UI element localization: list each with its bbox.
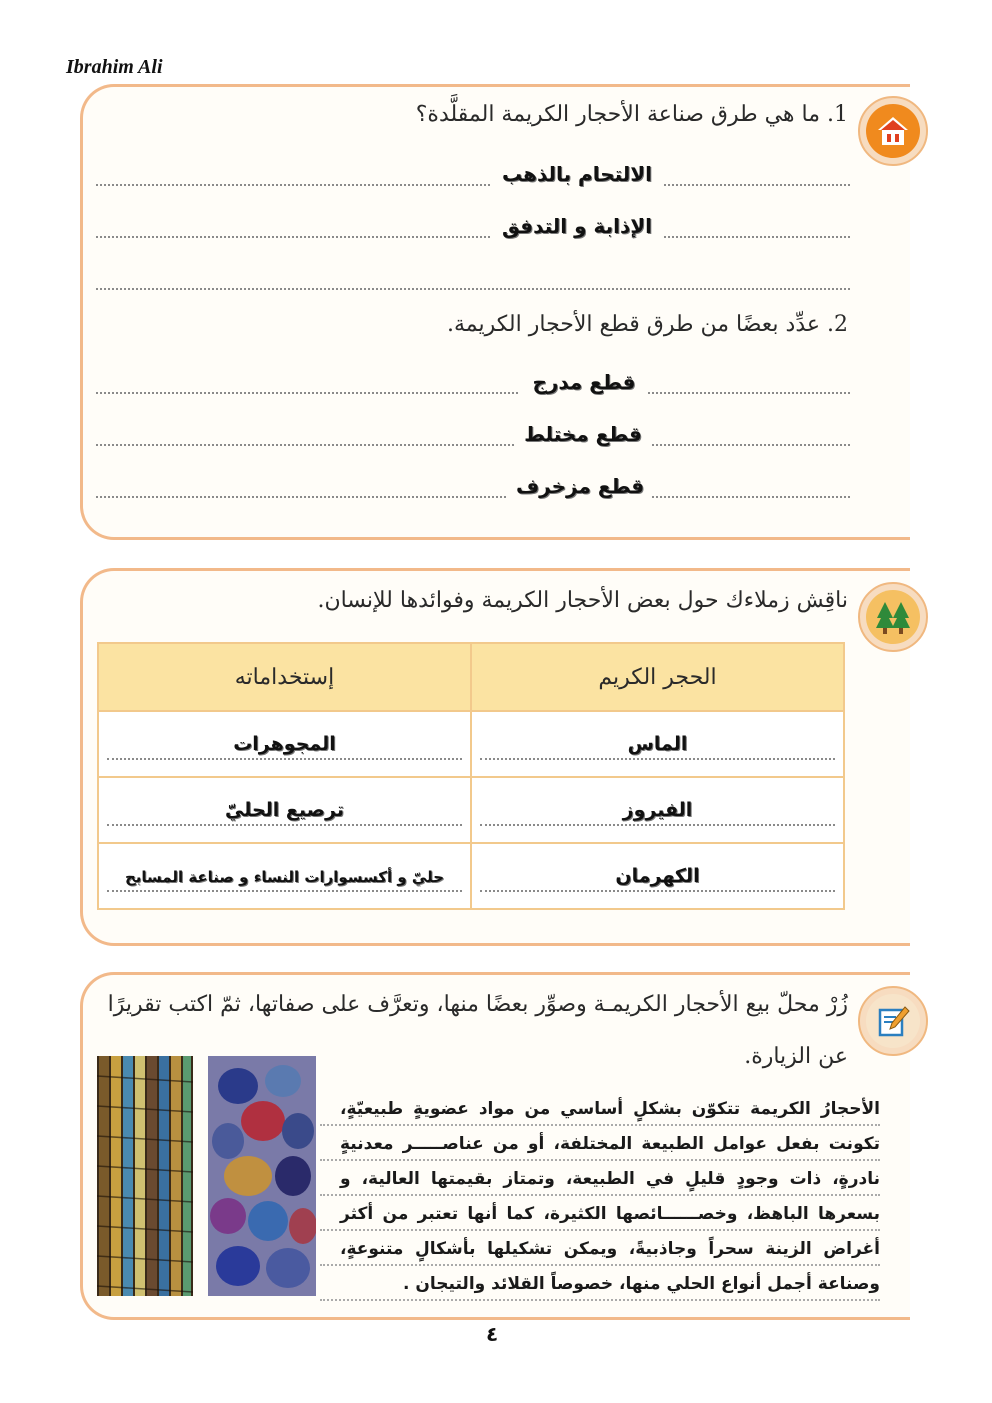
pencil-paper-icon [875,1003,911,1039]
group-activity-badge [858,582,928,652]
author-name: Ibrahim Ali [66,56,163,78]
answer-line [96,184,850,186]
discussion-prompt: ناقِش زملاءك حول بعض الأحجار الكريمة وفوائدها للإنسان. [317,588,848,613]
answer-1b: الإذابة و التدفق [490,214,664,238]
question-1: 1. ما هي طرق صناعة الأحجار الكريمة المقلَّدة؟ [415,102,848,127]
answer-2b: قطع مختلط [514,422,652,446]
home-activity-badge [858,96,928,166]
answer-1a: الالتحام بالذهب [490,162,664,186]
stones-table [97,642,845,910]
uses-cell: حليّ و أكسسوارات النساء و صناعة المسابح [98,843,471,909]
house-icon [875,113,911,149]
page-number: ٤ [486,1322,499,1346]
answer-line [96,496,850,498]
answer-2a: قطع مدرج [520,370,648,394]
report-prompt-line2: عن الزيارة. [744,1044,848,1069]
answer-line [96,236,850,238]
table-row [98,843,844,909]
uses-cell: المجوهرات [98,711,471,777]
answer-line [96,444,850,446]
table-row [98,777,844,843]
gemstones-photo [208,1056,316,1296]
trees-icon [874,598,912,636]
uses-cell: ترصيع الحليّ [98,777,471,843]
header-stone: الحجر الكريم [471,643,844,711]
answer-line [96,392,850,394]
report-text: الأحجارُ الكريمة تتكوّن بشكلٍ أساسي من مواد عضويةٍ طبيعيّةٍ، تكونت بفعل عوامل الطبيعة المختلفة، أو من عناصـــــر معدنيةٍ نادرةٍ، ذات وجودٍ قليلٍ في الطبيعة، وتمتاز بقيمتها العالية، و بسعرها الباهظ، وخصــــــائصها الكثيرة، كما أنها تعتبر من أكثر أغراض الزينة سحراً وجاذبيةً، ويمكن تشكيلها بأشكالٍ متنوعةٍ، وصناعة أجمل أنواع الحلي منها، خصوصاً القلائد والتيجان . [340,1099,880,1294]
answer-line [96,288,850,290]
stone-cell: الماس [471,711,844,777]
report-prompt-line1: زُرْ محلّ بيع الأحجار الكريمـة وصوِّر بعضًا منها، وتعرَّف على صفاتها، ثمّ اكتب تقريرًا [107,992,848,1017]
braided-beads-photo [97,1056,193,1296]
answer-2c: قطع مزخرف [508,474,652,498]
writing-activity-badge [858,986,928,1056]
stone-cell: الفيروز [471,777,844,843]
question-2: 2. عدِّد بعضًا من طرق قطع الأحجار الكريمة. [447,312,848,337]
stone-cell: الكهرمان [471,843,844,909]
table-row [98,711,844,777]
header-uses: إستخداماته [98,643,471,711]
